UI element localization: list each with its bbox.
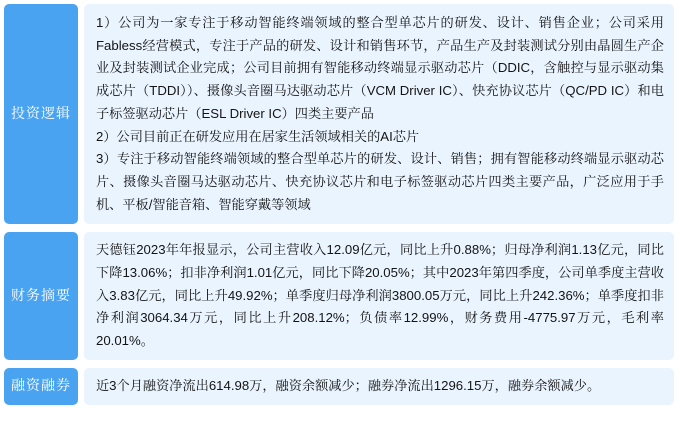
table-row: [4, 4, 674, 224]
paragraph: 1）公司为一家专注于移动智能终端领域的整合型单芯片的研发、设计、销售企业；公司采用Fabless经营模式，专注于产品的研发、设计和销售环节，产品生产及封装测试分别由晶圆生产企业及封装测试企业完成；公司目前拥有智能移动终端显示驱动芯片（DDIC，含触控与显示驱动集成芯片（TDDI））、摄像头音圈马达驱动芯片（VCM Driver IC）、快充协议芯片（QC/PD IC）和电子标签驱动芯片（ESL Driver IC）四类主要产品: [96, 15, 664, 121]
table-row: [4, 232, 674, 360]
paragraph: 3）专注于移动智能终端领域的整合型单芯片的研发、设计、销售；拥有智能移动终端显示驱动芯片、摄像头音圈马达驱动芯片、快充协议芯片和电子标签驱动芯片四类主要产品，广泛应用于手机、平板/智能音箱、智能穿戴等领域: [96, 151, 664, 212]
row-content-financial-summary: [84, 232, 674, 360]
row-label-margin-trading: 融资融券: [4, 368, 78, 405]
row-label-investment-logic: 投资逻辑: [4, 4, 78, 224]
row-label-financial-summary: 财务摘要: [4, 232, 78, 360]
paragraph: 近3个月融资净流出614.98万，融资余额减少；融券净流出1296.15万，融券余额减少。: [96, 377, 601, 393]
paragraph: 2）公司目前正在研发应用在居家生活领域相关的AI芯片: [96, 128, 420, 144]
row-content-margin-trading: [84, 368, 674, 405]
row-content-investment-logic: [84, 4, 674, 224]
table-row: [4, 368, 674, 405]
paragraph: 天德钰2023年年报显示，公司主营收入12.09亿元，同比上升0.88%；归母净利润1.13亿元，同比下降13.06%；扣非净利润1.01亿元，同比下降20.05%；其中2023年第四季度，公司单季度主营收入3.83亿元，同比上升49.92%；单季度归母净利润3800.05万元，同比上升242.36%；单季度扣非净利润3064.34万元，同比上升208.12%；负债率12.99%，财务费用-4775.97万元，毛利率20.01%。: [96, 242, 664, 349]
